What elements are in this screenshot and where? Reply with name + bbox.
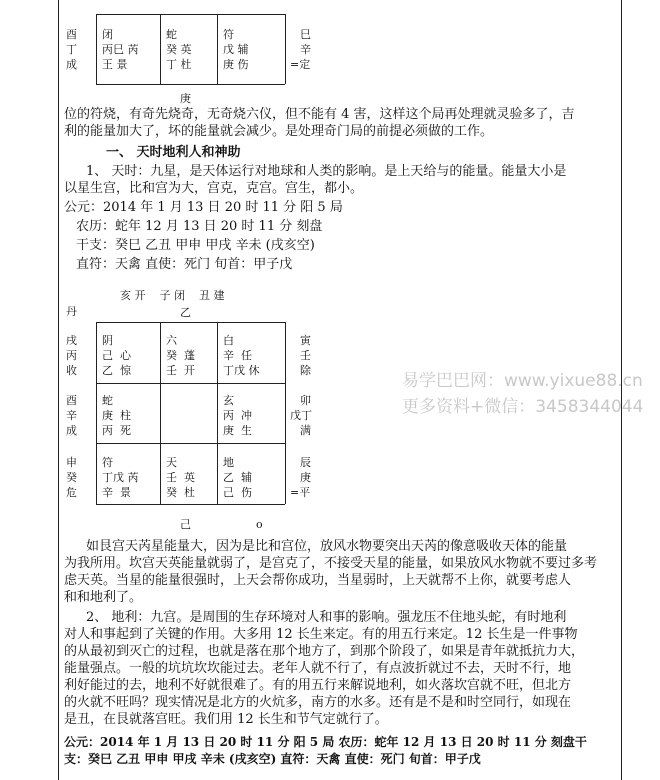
chart2-top-left: 丹 bbox=[66, 305, 77, 318]
paragraph-line: 能量强点。一般的坑坑坎坎能过去。老年人就不行了，有点波折就过不去，天时不行，地 bbox=[64, 661, 572, 676]
chart2-left-3a: 申 bbox=[66, 456, 77, 469]
palace-kun-a: 白 bbox=[223, 334, 234, 347]
chart1-left-1: 酉 bbox=[66, 28, 77, 41]
chart2-right-1b: 壬 bbox=[300, 349, 311, 362]
palace-gen-b: 丁戊 芮 bbox=[102, 471, 139, 484]
palace-qian-a: 地 bbox=[223, 456, 234, 469]
palace-qian-b: 乙 辅 bbox=[223, 471, 252, 484]
palace-zhen-b: 庚 柱 bbox=[102, 409, 131, 422]
paragraph-line: 和和地利了。 bbox=[64, 590, 143, 605]
palace-kan-c: 癸 杜 bbox=[166, 486, 195, 499]
chart2-left-1b: 丙 bbox=[66, 349, 77, 362]
palace-li-c: 壬 开 bbox=[166, 364, 195, 377]
info-line: 公元：2014 年 1 月 13 日 20 时 11 分 阳 5 局 农历：蛇年 12 月 13 日 20 时 11 分 刻盘干 bbox=[64, 735, 587, 749]
chart2-right-2b: 戊丁 bbox=[290, 409, 312, 422]
chart1-cell-2c: 丁 杜 bbox=[166, 58, 192, 71]
chart2-left-1c: 收 bbox=[66, 364, 77, 377]
chart2-left-1a: 戌 bbox=[66, 334, 77, 347]
chart1-left-3: 成 bbox=[66, 58, 77, 71]
palace-kun-c: 丁戊 休 bbox=[223, 364, 260, 377]
chart2-right-3c: =平 bbox=[290, 486, 311, 499]
chart1-right-3: =定 bbox=[290, 58, 311, 71]
chart1-cell-3a: 符 bbox=[223, 28, 234, 41]
chart2-left-2a: 酉 bbox=[66, 394, 77, 407]
paragraph-line: 的火就不旺吗？现实情况是北方的火炕多，南方的水多。还有是不是和时空同行，如现在 bbox=[64, 695, 572, 710]
paragraph-line: 虑天英。当星的能量很强时，上天会帮你成功，当星弱时，上天就帮不上你，就要考虑人 bbox=[64, 573, 572, 588]
palace-kan-a: 天 bbox=[166, 456, 177, 469]
info-gongyuan: 公元：2014 年 1 月 13 日 20 时 11 分 阳 5 局 bbox=[64, 200, 343, 215]
chart2-right-1c: 除 bbox=[300, 364, 311, 377]
info-ganzhi: 干支：癸巳 乙丑 甲申 甲戌 辛未 (戌亥空) bbox=[76, 238, 315, 253]
palace-qian-c: 己 伤 bbox=[223, 486, 252, 499]
chart2-left-2c: 成 bbox=[66, 424, 77, 437]
palace-dui-c: 庚 生 bbox=[223, 424, 252, 437]
page-border-left bbox=[58, 0, 59, 780]
chart1-cell-3b: 戊 辅 bbox=[223, 43, 249, 56]
paragraph-line: 如艮宫天芮星能量大，因为是比和宫位，放风水物要突出天芮的像意吸收天体的能量 bbox=[86, 539, 568, 554]
chart1-cell-3c: 庚 伤 bbox=[223, 58, 249, 71]
palace-xun-c: 乙 惊 bbox=[102, 364, 131, 377]
palace-xun-a: 阴 bbox=[102, 334, 113, 347]
palace-kan-b: 壬 英 bbox=[166, 471, 195, 484]
watermark-line-2: 更多资料+微信：3458344044 bbox=[402, 397, 644, 417]
chart2-right-3a: 辰 bbox=[300, 456, 311, 469]
palace-kun-b: 辛 任 bbox=[223, 349, 252, 362]
palace-zhen-c: 丙 死 bbox=[102, 424, 131, 437]
palace-dui-a: 玄 bbox=[223, 394, 234, 407]
info-line: 支：癸巳 乙丑 甲申 甲戌 辛未 (戌亥空) 直符：天禽 直使：死门 旬首：甲子戊 bbox=[64, 752, 481, 766]
chart2-top-center: 乙 bbox=[180, 306, 191, 319]
paragraph-line: 2、 地利：九宫。是周围的生存环境对人和事的影响。强龙压不住地头蛇，有时地利 bbox=[86, 610, 567, 625]
paragraph-line: 以星生宫，比和宫为大，宫克，克宫。宫生，都小。 bbox=[64, 181, 364, 196]
palace-zhen-a: 蛇 bbox=[102, 394, 113, 407]
chart1-cell-1b: 丙巳 芮 bbox=[102, 43, 139, 56]
paragraph-line: 位的符烧，有奇先烧奇，无奇烧六仪，但不能有 4 害，这样这个局再处理就灵验多了，吉 bbox=[64, 107, 575, 122]
palace-xun-b: 己 心 bbox=[102, 349, 131, 362]
chart2-bottom-label: 己 bbox=[180, 518, 191, 531]
paragraph-line: 是丑，在艮就落宫旺。我们用 12 长生和节气定就行了。 bbox=[64, 712, 388, 727]
section-heading: 一、 天时地利人和神助 bbox=[106, 145, 241, 160]
chart1-cell-1a: 闭 bbox=[102, 28, 113, 41]
chart1-right-1: 巳 bbox=[300, 28, 311, 41]
chart2-left-3b: 癸 bbox=[66, 471, 77, 484]
chart2-bottom-mark: o bbox=[256, 518, 263, 531]
paragraph-line: 为我所用。坎宫天英能量就弱了，是宫克了，不接受天星的能量，如果放风水物就不要过多考 bbox=[64, 556, 598, 571]
palace-li-b: 癸 蓬 bbox=[166, 349, 195, 362]
palace-gen-c: 辛 景 bbox=[102, 486, 131, 499]
chart1-cell-1c: 王 景 bbox=[102, 58, 128, 71]
chart1-cell-2a: 蛇 bbox=[166, 28, 177, 41]
paragraph-line: 1、 天时：九星，是天体运行对地球和人类的影响。是上天给与的能量。能量大小是 bbox=[86, 164, 567, 179]
paragraph-line: 利的能量加大了，坏的能量就会减少。是处理奇门局的前提必须做的工作。 bbox=[64, 124, 494, 139]
palace-li-a: 六 bbox=[166, 334, 177, 347]
paragraph-line: 利好能过的去，地利不好就很难了。有的用五行来解说地利，如火落坎宫就不旺，但北方 bbox=[64, 678, 572, 693]
chart1-right-2: 辛 bbox=[300, 43, 311, 56]
palace-dui-b: 丙 冲 bbox=[223, 409, 252, 422]
paragraph-line: 的从最初到灭亡的过程，也就是落在那个地方了，到那个阶段了，如果是青年就抵抗力大， bbox=[64, 644, 585, 659]
chart1-cell-2b: 癸 英 bbox=[166, 43, 192, 56]
chart2-right-2a: 卯 bbox=[300, 394, 311, 407]
chart2-left-3c: 危 bbox=[66, 486, 77, 499]
palace-gen-a: 符 bbox=[102, 456, 113, 469]
chart2-right-1a: 寅 bbox=[300, 334, 311, 347]
paragraph-line: 对人和事起到了关键的作用。大多用 12 长生来定。有的用五行来定。12 长生是一件事物 bbox=[64, 627, 578, 642]
chart2-left-2b: 辛 bbox=[66, 409, 77, 422]
chart2-right-2c: 满 bbox=[300, 424, 311, 437]
chart2-right-3b: 庚 bbox=[300, 471, 311, 484]
watermark-line-1: 易学巴巴网：www.yixue88.cn bbox=[402, 371, 643, 391]
chart2-top-labels: 亥 开 子 闭 丑 建 bbox=[120, 289, 225, 302]
info-zhifu: 直符：天禽 直使：死门 旬首：甲子戊 bbox=[76, 257, 293, 272]
chart1-bottom-label: 庚 bbox=[180, 92, 191, 105]
info-nongli: 农历：蛇年 12 月 13 日 20 时 11 分 刻盘 bbox=[76, 219, 323, 234]
chart1-left-2: 丁 bbox=[66, 43, 77, 56]
